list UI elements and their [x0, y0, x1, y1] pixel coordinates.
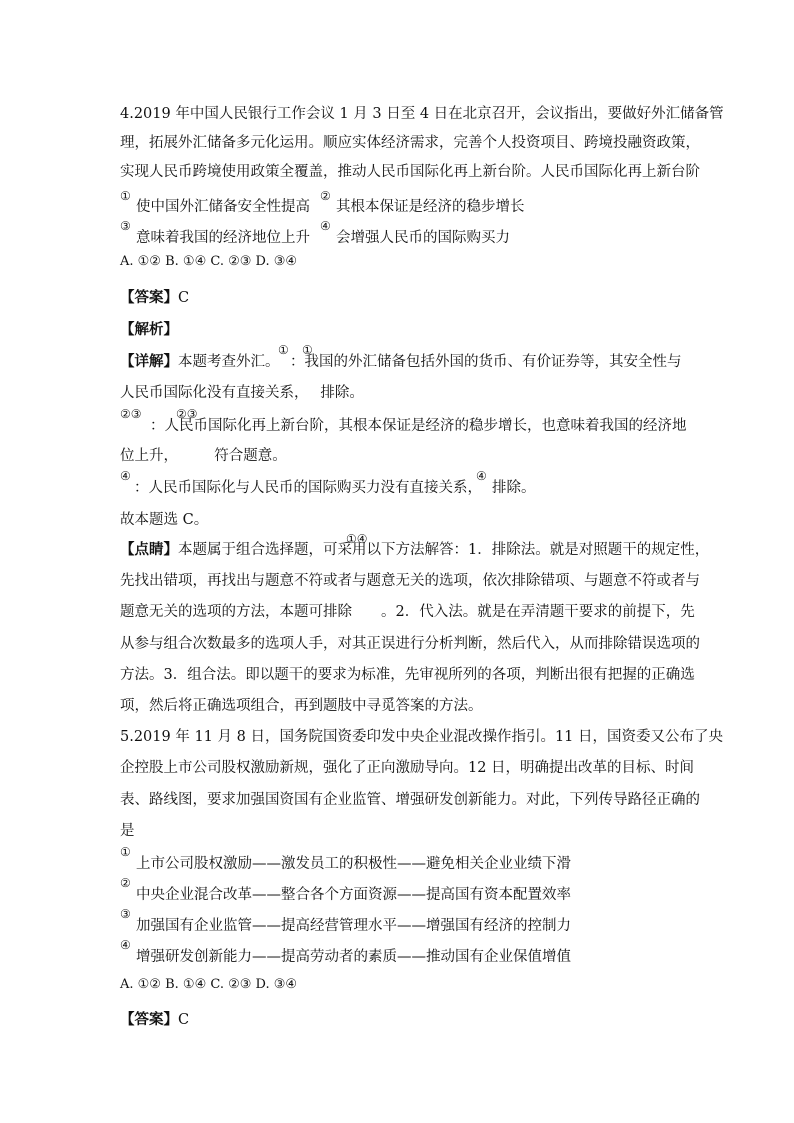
tip-line-3: 题意无关的选项的方法，本题可排除 。2．代入法。就是在弄清题干要求的前提下，先: [120, 604, 695, 620]
tip-line-6: 项，然后将正确选项组合，再到题肢中寻觅答案的方法。: [120, 698, 483, 714]
tip-label: 【点睛】: [120, 541, 178, 558]
q4-option-4: 会增强人民币的国际购买力: [336, 230, 510, 246]
q5-answer: [120, 1010, 189, 1030]
circled-1-icon: ①: [302, 343, 313, 357]
tip-line-5: 方法。3．组合法。即以题干的要求为标准，先审视所列的各项，判断出很有把握的正确选: [120, 667, 695, 683]
q5-stem-line-3: 表、路线图，要求加强国资国有企业监管、增强研发创新能力。对此，下列传导路径正确的: [120, 792, 700, 808]
answer-value: C: [178, 1012, 190, 1028]
tip-text-1: 本题属于组合选择题，可采用以下方法解答：1．排除法。就是对照题干的规定性，: [178, 542, 710, 558]
detail-text-1a: 本题考查外汇。: [178, 354, 280, 370]
q4-choices: A. ①② B. ①④ C. ②③ D. ③④: [120, 254, 298, 269]
analysis-label: 【解析】: [120, 321, 178, 338]
q4-option-3: 意味着我国的经济地位上升: [136, 230, 310, 246]
q4-stem-line-3: 实现人民币跨境使用政策全覆盖，推动人民币国际化再上新台阶。人民币国际化再上新台阶: [120, 164, 700, 180]
circled-1-icon: ①: [278, 343, 289, 357]
q5-stem-line-2: 企控股上市公司股权激励新规，强化了正向激励导向。12 日，明确提出改革的目标、时间: [120, 760, 695, 776]
detail-line-5b: 排除。: [492, 480, 536, 496]
q4-answer: [120, 288, 189, 308]
q5-option-1: 上市公司股权激励——激发员工的积极性——避免相关企业业绩下滑: [136, 856, 571, 872]
tip-line-4: 从参与组合次数最多的选项人手，对其正误进行分析判断，然后代入，从而排除错误选项的: [120, 636, 700, 652]
q4-stem-line-1: 4.2019 年中国人民银行工作会议 1 月 3 日至 4 日在北京召开，会议指出，要做好外汇储备管: [120, 106, 724, 122]
q5-option-3: 加强国有企业监管——提高经营管理水平——增强国有经济的控制力: [136, 918, 571, 934]
q4-stem-line-2: 理，拓展外汇储备多元化运用。顺应实体经济需求，完善个人投资项目、跨境投融资政策，: [120, 135, 700, 151]
circled-1-icon: ①: [120, 845, 131, 859]
circled-3-icon: ③: [120, 907, 131, 921]
detail-line-3: ：人民币国际化再上新台阶，其根本保证是经济的稳步增长，也意味着我国的经济地: [150, 418, 687, 434]
circled-3-icon: ③: [120, 219, 131, 233]
answer-label: 【答案】: [120, 289, 178, 306]
circled-23-icon: ②③: [120, 407, 142, 421]
circled-2-icon: ②: [120, 876, 131, 890]
q5-choices: A. ①② B. ①④ C. ②③ D. ③④: [120, 977, 298, 992]
circled-2-icon: ②: [320, 189, 331, 203]
circled-4-icon: ④: [476, 469, 487, 483]
tip-line-2: 先找出错项，再找出与题意不符或者与题意无关的选项，依次排除错项、与题意不符或者与: [120, 573, 700, 589]
circled-4-icon: ④: [120, 469, 131, 483]
q4-option-2: 其根本保证是经济的稳步增长: [336, 199, 525, 215]
detail-line-2: 人民币国际化没有直接关系， 排除。: [120, 385, 364, 401]
q5-option-2: 中央企业混合改革——整合各个方面资源——提高国有资本配置效率: [136, 887, 571, 903]
circled-1-icon: ①: [120, 189, 131, 203]
q4-option-1: 使中国外汇储备安全性提高: [136, 199, 310, 215]
q5-stem-line-4: 是: [120, 823, 135, 839]
circled-4-icon: ④: [320, 219, 331, 233]
answer-value: C: [178, 290, 190, 306]
circled-14-icon: ①④: [346, 532, 368, 546]
answer-label: 【答案】: [120, 1011, 178, 1028]
detail-line-5a: ：人民币国际化与人民币的国际购买力没有直接关系，: [134, 480, 482, 496]
q5-stem-line-1: 5.2019 年 11 月 8 日，国务院国资委印发中央企业混改操作指引。11 日，国资委又公布了央: [120, 729, 724, 745]
detail-line-4: 位上升， 符合题意。: [120, 448, 287, 464]
tip-line-1: [120, 540, 709, 560]
conclusion: 故本题选 C。: [120, 512, 209, 528]
detail-line-1: [120, 352, 280, 372]
circled-23-icon: ②③: [176, 407, 198, 421]
detail-text-1b: ：我国的外汇储备包括外国的货币、有价证券等，其安全性与: [290, 354, 682, 370]
q5-option-4: 增强研发创新能力——提高劳动者的素质——推动国有企业保值增值: [136, 949, 571, 965]
detail-label: 【详解】: [120, 353, 178, 370]
circled-4-icon: ④: [120, 938, 131, 952]
